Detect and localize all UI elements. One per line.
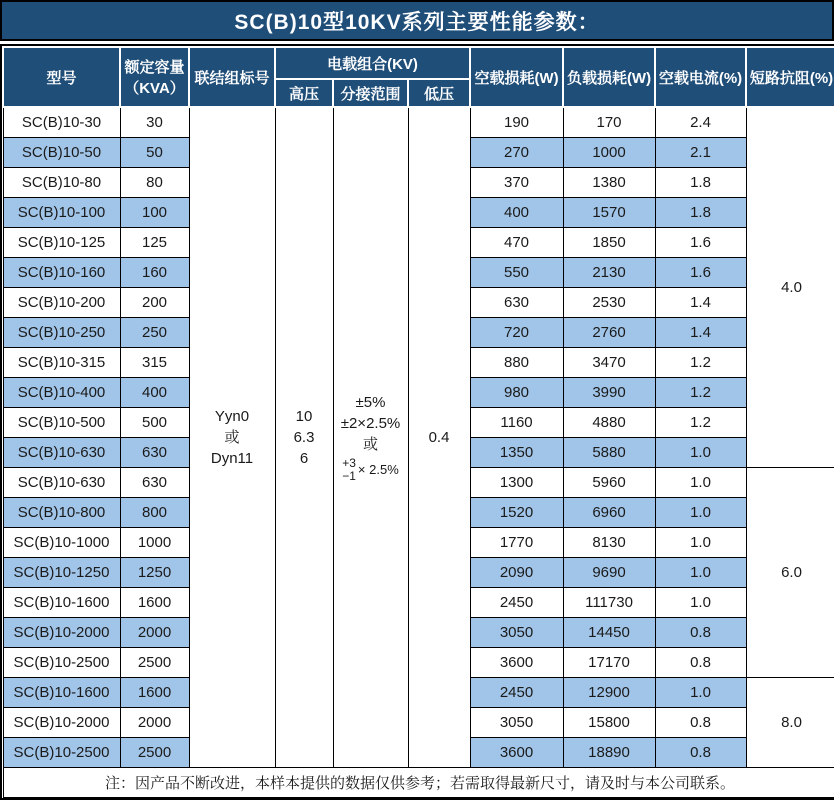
model-cell: SC(B)10-400 xyxy=(3,377,120,407)
load-loss-cell: 1570 xyxy=(563,197,655,227)
no-load-current-cell: 1.0 xyxy=(655,467,746,497)
load-loss-cell: 111730 xyxy=(563,587,655,617)
col-header-tap-range: 分接范围 xyxy=(333,79,408,107)
col-header-voltage-combo: 电载组合(KV) xyxy=(275,47,470,79)
col-header-no-load-current: 空载电流(%) xyxy=(655,47,746,107)
impedance-cell: 8.0 xyxy=(746,677,834,767)
no-load-current-cell: 1.4 xyxy=(655,287,746,317)
model-cell: SC(B)10-1600 xyxy=(3,677,120,707)
no-load-current-cell: 1.2 xyxy=(655,377,746,407)
no-load-loss-cell: 1160 xyxy=(470,407,563,437)
model-cell: SC(B)10-30 xyxy=(3,107,120,137)
tap-range-cell: ±5% ±2×2.5% 或 +3 −1 × 2.5% xyxy=(333,107,408,767)
no-load-loss-cell: 270 xyxy=(470,137,563,167)
capacity-cell: 1600 xyxy=(120,587,189,617)
model-cell: SC(B)10-160 xyxy=(3,257,120,287)
load-loss-cell: 15800 xyxy=(563,707,655,737)
no-load-loss-cell: 1770 xyxy=(470,527,563,557)
model-cell: SC(B)10-2000 xyxy=(3,617,120,647)
no-load-current-cell: 1.6 xyxy=(655,227,746,257)
model-cell: SC(B)10-630 xyxy=(3,437,120,467)
no-load-loss-cell: 2090 xyxy=(470,557,563,587)
capacity-cell: 50 xyxy=(120,137,189,167)
model-cell: SC(B)10-2000 xyxy=(3,707,120,737)
capacity-cell: 1600 xyxy=(120,677,189,707)
no-load-current-cell: 1.0 xyxy=(655,557,746,587)
model-cell: SC(B)10-500 xyxy=(3,407,120,437)
capacity-cell: 2000 xyxy=(120,617,189,647)
load-loss-cell: 18890 xyxy=(563,737,655,767)
capacity-cell: 100 xyxy=(120,197,189,227)
connection-group-cell: Yyn0 或 Dyn11 xyxy=(189,107,275,767)
table-header xyxy=(3,47,834,107)
table-container xyxy=(0,44,834,800)
no-load-loss-cell: 2450 xyxy=(470,587,563,617)
no-load-loss-cell: 630 xyxy=(470,287,563,317)
page-title: SC(B)10型10KV系列主要性能参数： xyxy=(0,0,834,41)
load-loss-cell: 5880 xyxy=(563,437,655,467)
no-load-loss-cell: 3050 xyxy=(470,617,563,647)
model-cell: SC(B)10-50 xyxy=(3,137,120,167)
capacity-cell: 160 xyxy=(120,257,189,287)
model-cell: SC(B)10-2500 xyxy=(3,647,120,677)
no-load-loss-cell: 400 xyxy=(470,197,563,227)
col-header-no-load-loss: 空载损耗(W) xyxy=(470,47,563,107)
load-loss-cell: 4880 xyxy=(563,407,655,437)
capacity-cell: 315 xyxy=(120,347,189,377)
capacity-cell: 1000 xyxy=(120,527,189,557)
load-loss-cell: 12900 xyxy=(563,677,655,707)
no-load-loss-cell: 470 xyxy=(470,227,563,257)
load-loss-cell: 8130 xyxy=(563,527,655,557)
load-loss-cell: 1850 xyxy=(563,227,655,257)
parameters-table xyxy=(2,46,834,798)
model-cell: SC(B)10-250 xyxy=(3,317,120,347)
no-load-loss-cell: 1300 xyxy=(470,467,563,497)
no-load-loss-cell: 1520 xyxy=(470,497,563,527)
no-load-current-cell: 1.0 xyxy=(655,497,746,527)
model-cell: SC(B)10-100 xyxy=(3,197,120,227)
model-cell: SC(B)10-80 xyxy=(3,167,120,197)
load-loss-cell: 2530 xyxy=(563,287,655,317)
capacity-cell: 630 xyxy=(120,467,189,497)
load-loss-cell: 6960 xyxy=(563,497,655,527)
low-voltage-cell: 0.4 xyxy=(408,107,470,767)
table-body xyxy=(3,107,834,767)
capacity-cell: 400 xyxy=(120,377,189,407)
no-load-loss-cell: 190 xyxy=(470,107,563,137)
load-loss-cell: 1000 xyxy=(563,137,655,167)
no-load-current-cell: 1.8 xyxy=(655,197,746,227)
no-load-loss-cell: 720 xyxy=(470,317,563,347)
capacity-cell: 200 xyxy=(120,287,189,317)
capacity-cell: 80 xyxy=(120,167,189,197)
model-cell: SC(B)10-2500 xyxy=(3,737,120,767)
capacity-cell: 250 xyxy=(120,317,189,347)
model-cell: SC(B)10-125 xyxy=(3,227,120,257)
footnote: 注：因产品不断改进，本样本提供的数据仅供参考；若需取得最新尺寸，请及时与本公司联系。 xyxy=(3,767,834,797)
load-loss-cell: 3470 xyxy=(563,347,655,377)
capacity-cell: 630 xyxy=(120,437,189,467)
no-load-loss-cell: 1350 xyxy=(470,437,563,467)
capacity-cell: 2500 xyxy=(120,737,189,767)
col-header-connection: 联结组标号 xyxy=(189,47,275,107)
no-load-loss-cell: 980 xyxy=(470,377,563,407)
capacity-cell: 1250 xyxy=(120,557,189,587)
tap-fraction: +3 −1 × 2.5% xyxy=(342,455,399,483)
load-loss-cell: 170 xyxy=(563,107,655,137)
table-row xyxy=(3,107,834,137)
no-load-loss-cell: 3050 xyxy=(470,707,563,737)
col-header-model: 型号 xyxy=(3,47,120,107)
impedance-cell: 4.0 xyxy=(746,107,834,467)
model-cell: SC(B)10-1600 xyxy=(3,587,120,617)
no-load-current-cell: 0.8 xyxy=(655,707,746,737)
no-load-current-cell: 1.2 xyxy=(655,407,746,437)
capacity-cell: 500 xyxy=(120,407,189,437)
load-loss-cell: 3990 xyxy=(563,377,655,407)
load-loss-cell: 5960 xyxy=(563,467,655,497)
capacity-cell: 2000 xyxy=(120,707,189,737)
no-load-current-cell: 0.8 xyxy=(655,617,746,647)
load-loss-cell: 9690 xyxy=(563,557,655,587)
load-loss-cell: 1380 xyxy=(563,167,655,197)
model-cell: SC(B)10-1000 xyxy=(3,527,120,557)
no-load-loss-cell: 370 xyxy=(470,167,563,197)
no-load-loss-cell: 3600 xyxy=(470,647,563,677)
load-loss-cell: 17170 xyxy=(563,647,655,677)
no-load-current-cell: 1.6 xyxy=(655,257,746,287)
load-loss-cell: 14450 xyxy=(563,617,655,647)
no-load-current-cell: 1.0 xyxy=(655,437,746,467)
high-voltage-cell: 10 6.3 6 xyxy=(275,107,333,767)
col-header-impedance: 短路抗阻(%) xyxy=(746,47,834,107)
no-load-loss-cell: 3600 xyxy=(470,737,563,767)
load-loss-cell: 2760 xyxy=(563,317,655,347)
capacity-cell: 800 xyxy=(120,497,189,527)
load-loss-cell: 2130 xyxy=(563,257,655,287)
col-header-capacity-line2: （KVA） xyxy=(124,80,185,97)
no-load-current-cell: 0.8 xyxy=(655,647,746,677)
col-header-capacity-line1: 额定容量 xyxy=(124,59,185,76)
capacity-cell: 30 xyxy=(120,107,189,137)
no-load-current-cell: 1.0 xyxy=(655,587,746,617)
capacity-cell: 2500 xyxy=(120,647,189,677)
capacity-cell: 125 xyxy=(120,227,189,257)
model-cell: SC(B)10-315 xyxy=(3,347,120,377)
col-header-lv: 低压 xyxy=(408,79,470,107)
model-cell: SC(B)10-800 xyxy=(3,497,120,527)
no-load-current-cell: 1.0 xyxy=(655,677,746,707)
col-header-capacity xyxy=(120,47,189,107)
no-load-current-cell: 0.8 xyxy=(655,737,746,767)
no-load-loss-cell: 550 xyxy=(470,257,563,287)
no-load-loss-cell: 2450 xyxy=(470,677,563,707)
no-load-current-cell: 1.4 xyxy=(655,317,746,347)
col-header-load-loss: 负载损耗(W) xyxy=(563,47,655,107)
model-cell: SC(B)10-630 xyxy=(3,467,120,497)
no-load-current-cell: 1.0 xyxy=(655,527,746,557)
no-load-loss-cell: 880 xyxy=(470,347,563,377)
no-load-current-cell: 2.4 xyxy=(655,107,746,137)
no-load-current-cell: 1.8 xyxy=(655,167,746,197)
col-header-hv: 高压 xyxy=(275,79,333,107)
impedance-cell: 6.0 xyxy=(746,467,834,677)
no-load-current-cell: 2.1 xyxy=(655,137,746,167)
model-cell: SC(B)10-1250 xyxy=(3,557,120,587)
model-cell: SC(B)10-200 xyxy=(3,287,120,317)
no-load-current-cell: 1.2 xyxy=(655,347,746,377)
